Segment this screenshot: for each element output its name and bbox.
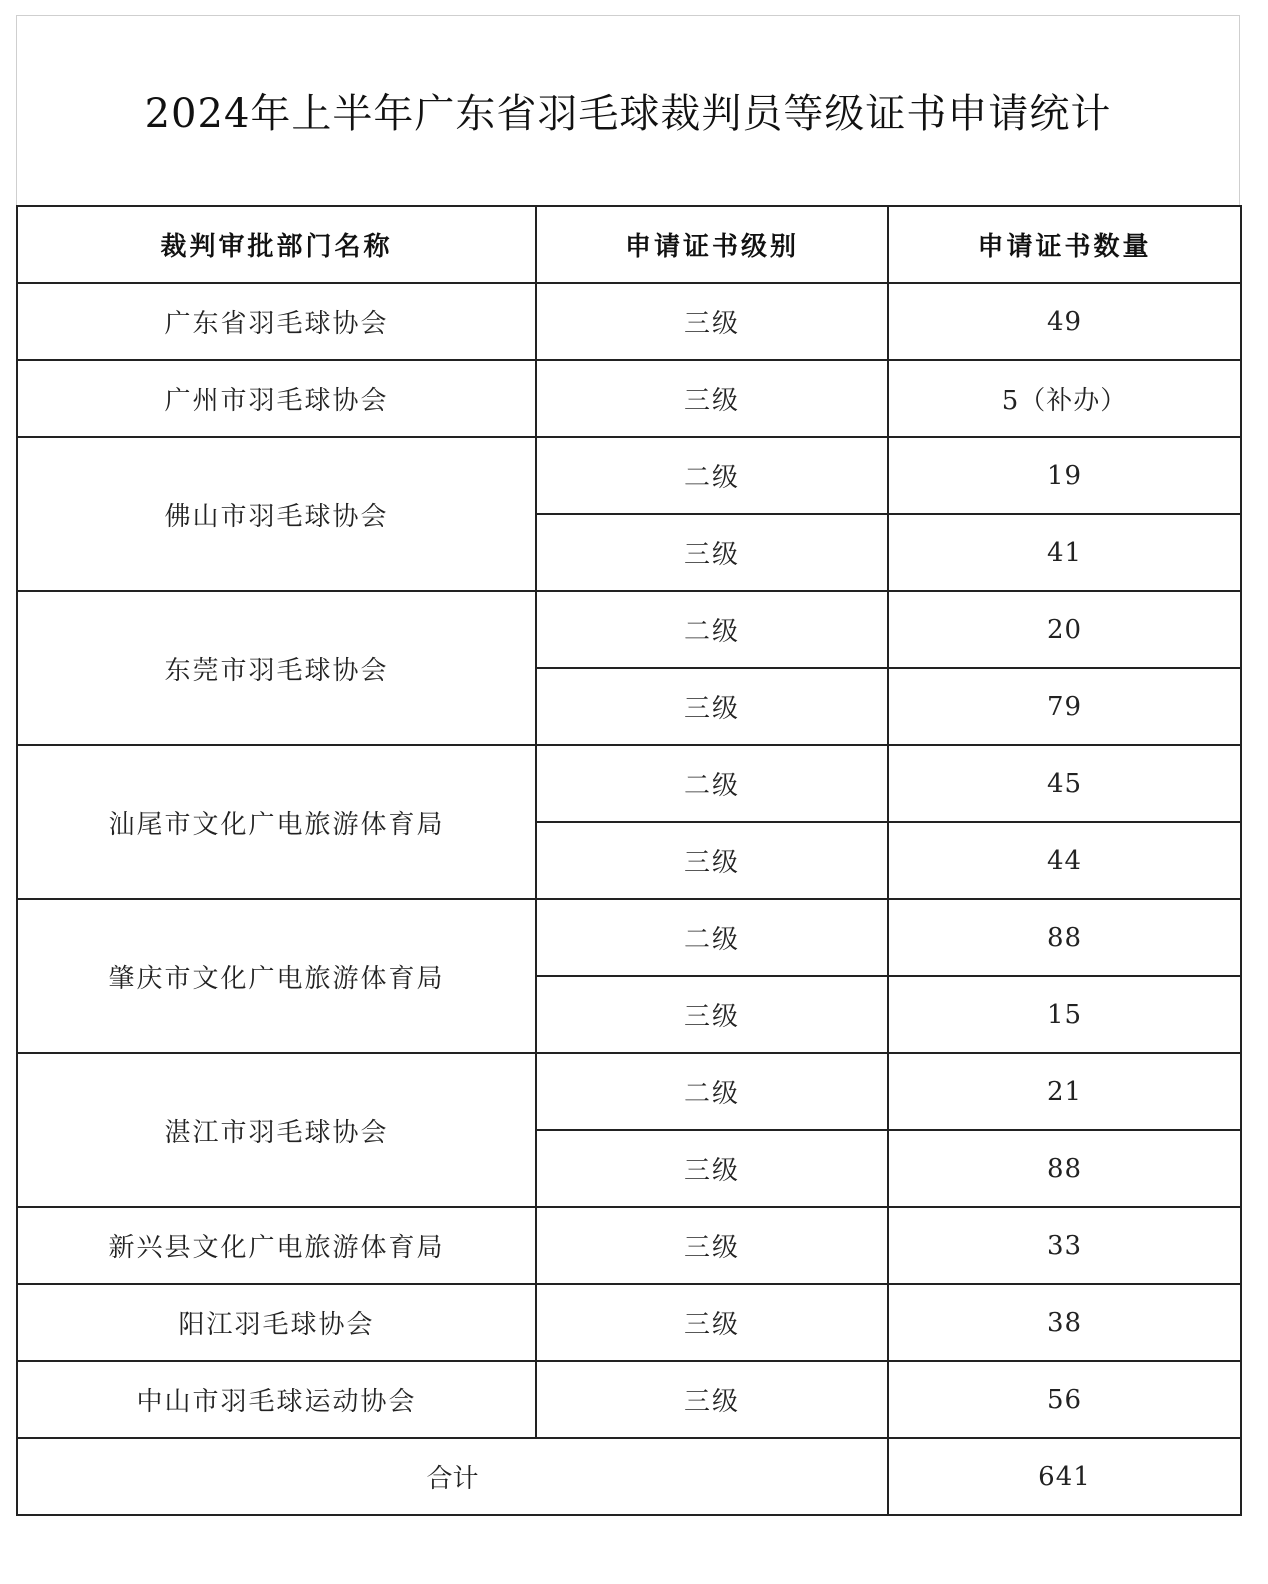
level-cell: 二级 — [536, 591, 888, 668]
table-row — [17, 1284, 1241, 1361]
department-cell: 佛山市羽毛球协会 — [17, 437, 536, 591]
department-cell: 新兴县文化广电旅游体育局 — [17, 1207, 536, 1284]
level-cell: 三级 — [536, 514, 888, 591]
table-row — [17, 437, 1241, 514]
level-cell: 三级 — [536, 1207, 888, 1284]
total-label: 合计 — [17, 1438, 888, 1515]
total-count: 641 — [888, 1438, 1241, 1515]
count-cell: 88 — [888, 1130, 1241, 1207]
department-cell: 阳江羽毛球协会 — [17, 1284, 536, 1361]
level-cell: 二级 — [536, 899, 888, 976]
header-department: 裁判审批部门名称 — [17, 206, 536, 283]
title-area — [16, 15, 1240, 205]
total-row — [17, 1438, 1241, 1515]
header-count: 申请证书数量 — [888, 206, 1241, 283]
count-cell: 19 — [888, 437, 1241, 514]
level-cell: 三级 — [536, 1130, 888, 1207]
table-row — [17, 1053, 1241, 1130]
level-cell: 三级 — [536, 1361, 888, 1438]
table-row — [17, 360, 1241, 437]
count-cell: 56 — [888, 1361, 1241, 1438]
level-cell: 三级 — [536, 668, 888, 745]
table-row — [17, 1207, 1241, 1284]
header-row — [17, 206, 1241, 283]
level-cell: 三级 — [536, 1284, 888, 1361]
department-cell: 东莞市羽毛球协会 — [17, 591, 536, 745]
count-cell: 33 — [888, 1207, 1241, 1284]
department-cell: 中山市羽毛球运动协会 — [17, 1361, 536, 1438]
count-cell: 20 — [888, 591, 1241, 668]
document-sheet — [16, 15, 1240, 1516]
count-cell: 45 — [888, 745, 1241, 822]
level-cell: 二级 — [536, 1053, 888, 1130]
level-cell: 三级 — [536, 283, 888, 360]
count-cell: 88 — [888, 899, 1241, 976]
department-cell: 广州市羽毛球协会 — [17, 360, 536, 437]
table-row — [17, 1361, 1241, 1438]
table-row — [17, 899, 1241, 976]
table-row — [17, 283, 1241, 360]
count-cell: 15 — [888, 976, 1241, 1053]
count-cell: 38 — [888, 1284, 1241, 1361]
department-cell: 肇庆市文化广电旅游体育局 — [17, 899, 536, 1053]
table-body — [17, 283, 1241, 1438]
department-cell: 湛江市羽毛球协会 — [17, 1053, 536, 1207]
count-cell: 44 — [888, 822, 1241, 899]
count-cell: 41 — [888, 514, 1241, 591]
department-cell: 汕尾市文化广电旅游体育局 — [17, 745, 536, 899]
count-cell: 49 — [888, 283, 1241, 360]
count-cell: 5（补办） — [888, 360, 1241, 437]
level-cell: 二级 — [536, 745, 888, 822]
level-cell: 三级 — [536, 822, 888, 899]
header-level: 申请证书级别 — [536, 206, 888, 283]
statistics-table — [16, 205, 1242, 1516]
level-cell: 三级 — [536, 360, 888, 437]
table-row — [17, 745, 1241, 822]
page-title: 2024年上半年广东省羽毛球裁判员等级证书申请统计 — [144, 91, 1112, 137]
level-cell: 二级 — [536, 437, 888, 514]
level-cell: 三级 — [536, 976, 888, 1053]
table-row — [17, 591, 1241, 668]
count-cell: 79 — [888, 668, 1241, 745]
count-cell: 21 — [888, 1053, 1241, 1130]
department-cell: 广东省羽毛球协会 — [17, 283, 536, 360]
